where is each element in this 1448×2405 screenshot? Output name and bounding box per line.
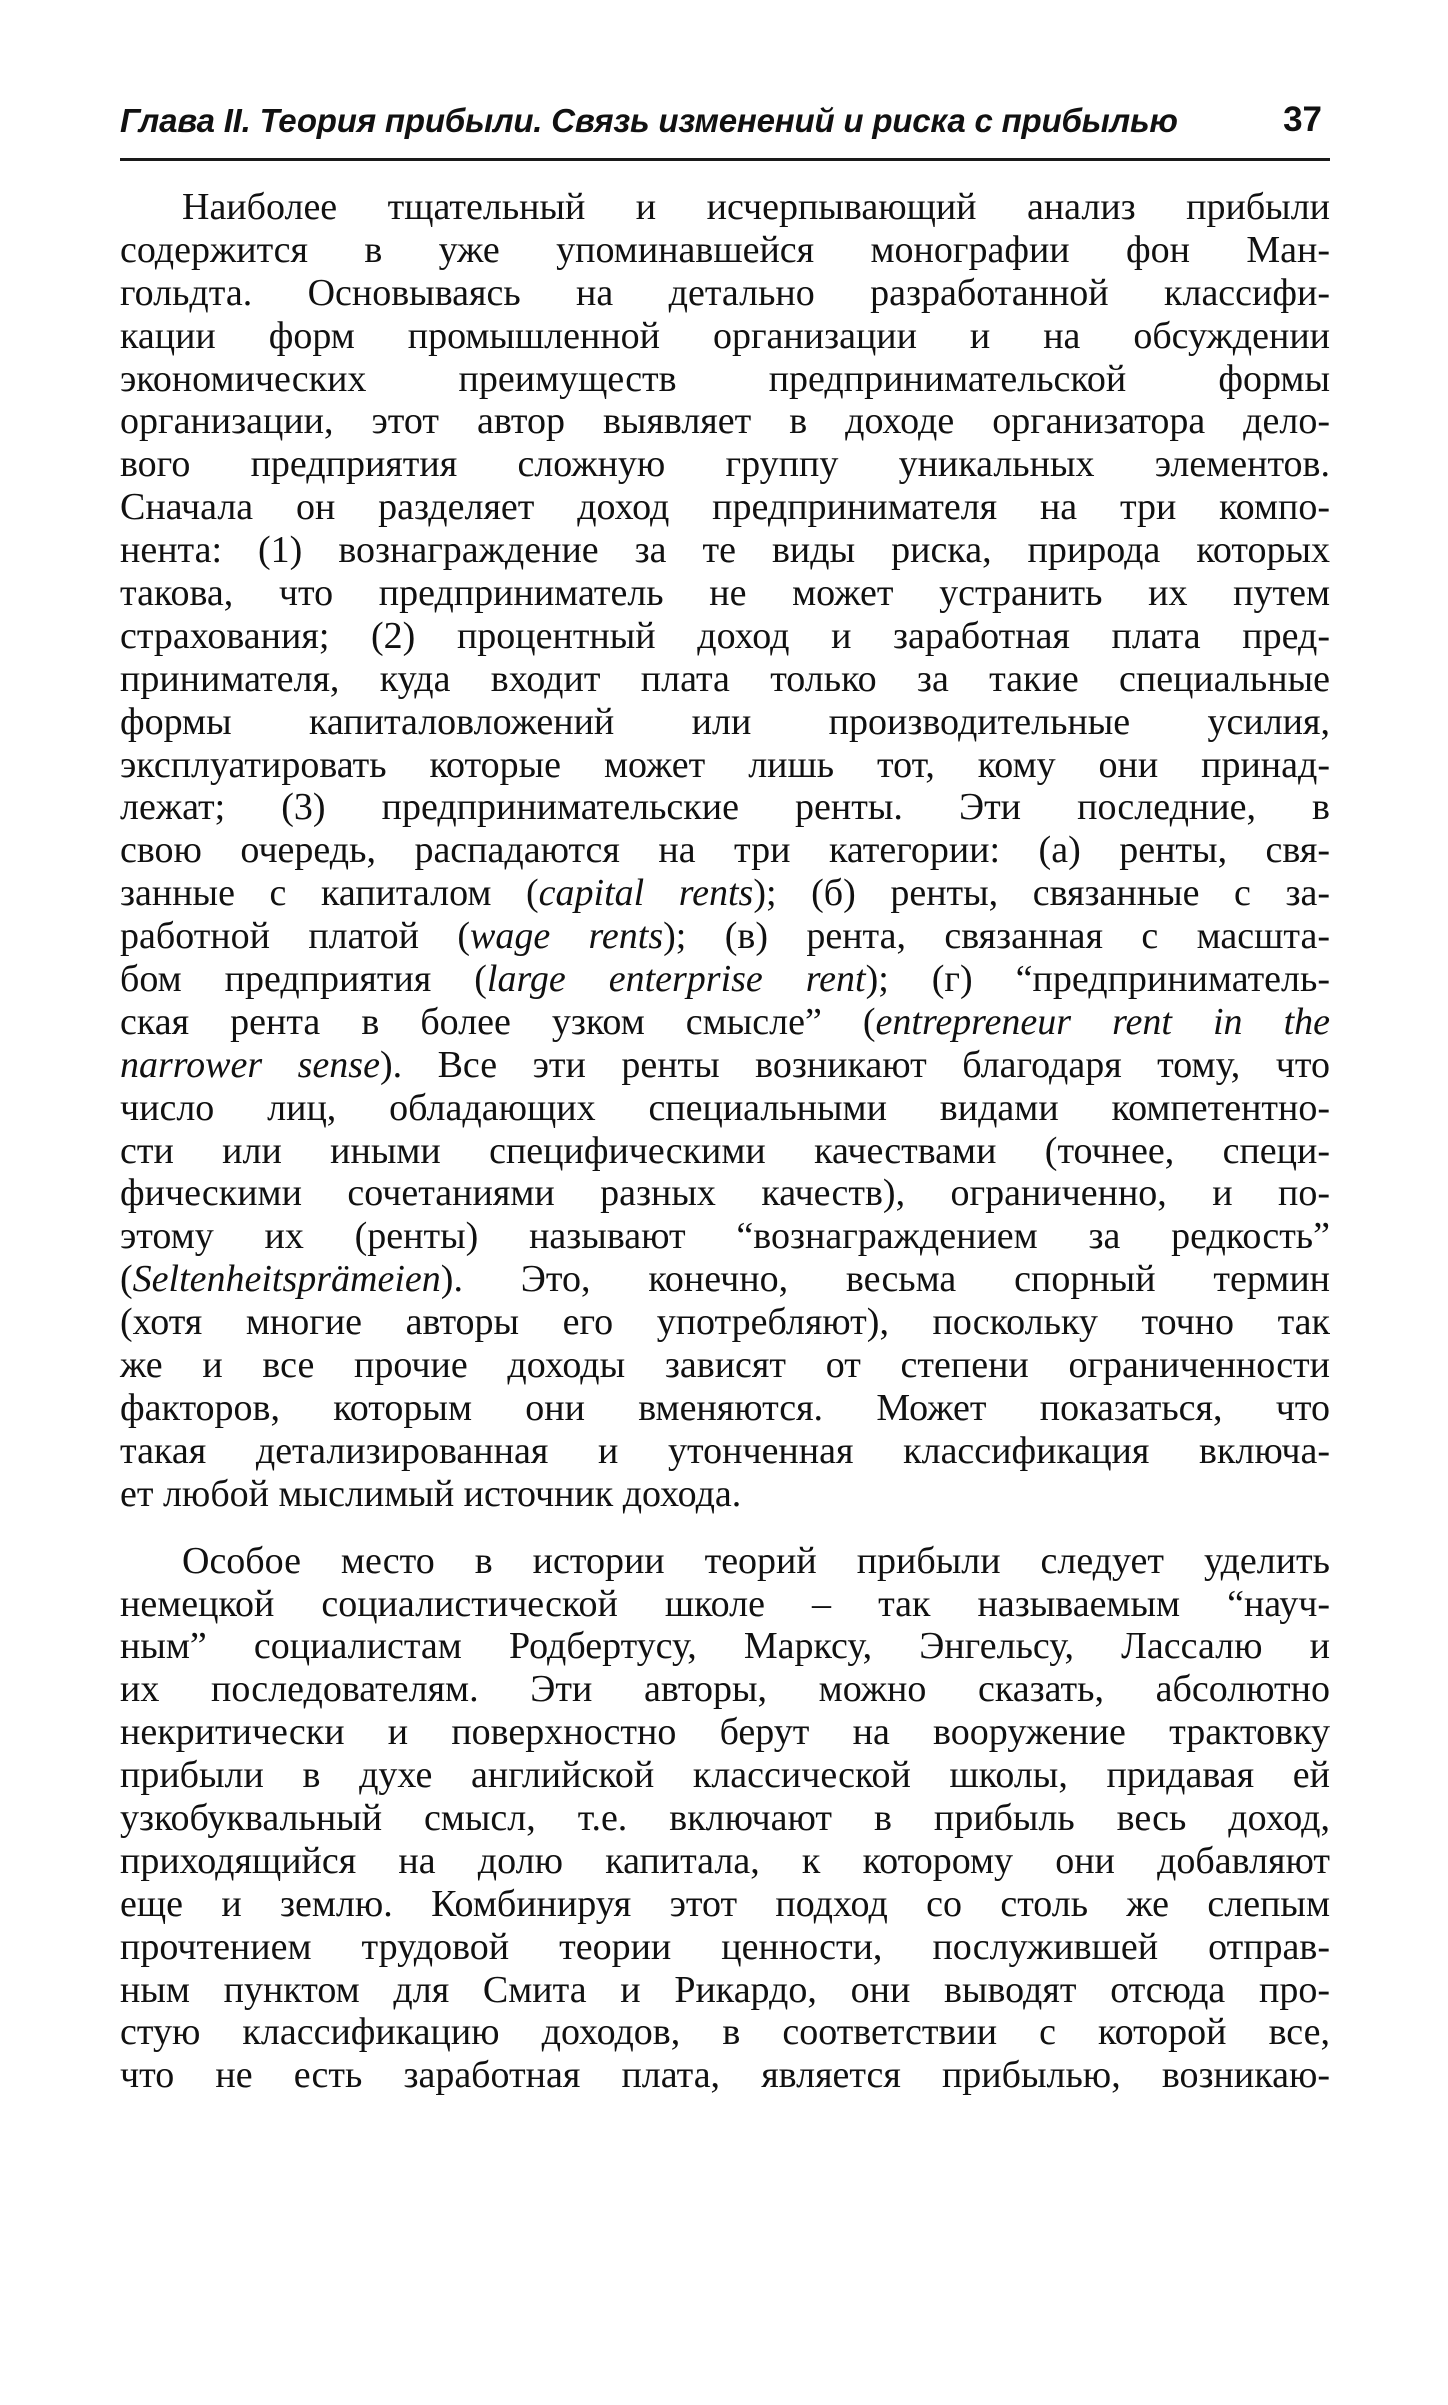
text-line — [120, 658, 1330, 701]
text-run: же и все прочие доходы зависят от степени ограниченности — [120, 1344, 1330, 1387]
text-line — [120, 744, 1330, 787]
text-run: организации, этот автор выявляет в доходе организатора дело- — [120, 400, 1330, 443]
text-run: факторов, которым они вменяются. Может показаться, что — [120, 1386, 1330, 1429]
text-line — [120, 229, 1330, 272]
italic-term: large enterprise rent — [486, 958, 866, 1001]
text-line — [120, 872, 1330, 915]
text-line — [120, 1473, 1330, 1516]
text-run: вого предприятия сложную группу уникальных элементов. — [120, 443, 1330, 486]
italic-term: Seltenheitsprämeien — [132, 1258, 441, 1301]
text-run: Наиболее тщательный и исчерпывающий анализ прибыли — [182, 186, 1330, 228]
text-run: ). Это, конечно, весьма спорный термин — [440, 1258, 1330, 1301]
text-run: содержится в уже упоминавшейся монографии фон Ман- — [120, 228, 1330, 271]
text-line — [120, 529, 1330, 572]
text-run: ( — [120, 1258, 133, 1301]
text-run: бом предприятия ( — [120, 958, 487, 1001]
text-line — [120, 1172, 1330, 1215]
text-line — [120, 272, 1330, 315]
text-line — [120, 1001, 1330, 1044]
text-line — [120, 1883, 1330, 1926]
page-number: 37 — [1283, 100, 1322, 139]
text-run: принимателя, куда входит плата только за такие специальные — [120, 657, 1330, 700]
text-line — [120, 1668, 1330, 1711]
text-line — [120, 2011, 1330, 2054]
text-run: ); (г) “предприниматель- — [865, 958, 1330, 1001]
text-run: их последователям. Эти авторы, можно сказать, абсолютно — [120, 1668, 1330, 1711]
text-run: занные с капиталом ( — [120, 872, 539, 915]
text-run: ным” социалистам Родбертусу, Марксу, Энгельсу, Лассалю и — [120, 1625, 1330, 1668]
text-line — [120, 1344, 1330, 1387]
text-run: прибыли в духе английской классической школы, придавая ей — [120, 1754, 1330, 1797]
text-run: прочтением трудовой теории ценности, послужившей отправ- — [120, 1925, 1330, 1968]
text-run: Сначала он разделяет доход предпринимателя на три компо- — [120, 486, 1330, 529]
italic-term: entrepreneur rent in the — [875, 1000, 1331, 1043]
text-line — [120, 915, 1330, 958]
text-run: фическими сочетаниями разных качеств), ограниченно, и по- — [120, 1172, 1330, 1215]
body-text — [120, 186, 1330, 2097]
text-line — [120, 1840, 1330, 1883]
text-line — [120, 1754, 1330, 1797]
text-line — [120, 1387, 1330, 1430]
text-line — [120, 786, 1330, 829]
text-line — [120, 1215, 1330, 1258]
text-line — [120, 1797, 1330, 1840]
text-run: немецкой социалистической школе – так называемым “науч- — [120, 1582, 1330, 1625]
text-line — [120, 443, 1330, 486]
text-run: число лиц, обладающих специальными видами компетентно- — [120, 1086, 1330, 1129]
text-line — [120, 1258, 1330, 1301]
text-line — [120, 615, 1330, 658]
text-line — [120, 1130, 1330, 1173]
text-run: гольдта. Основываясь на детально разработанной классифи- — [120, 271, 1330, 314]
text-run: ). Все эти ренты возникают благодаря тому, что — [379, 1043, 1330, 1086]
paragraph — [120, 1540, 1330, 2098]
text-run: ет любой мыслимый источник дохода. — [120, 1472, 742, 1515]
text-line — [120, 1540, 1330, 1583]
text-run: (хотя многие авторы его употребляют), поскольку точно так — [120, 1301, 1330, 1344]
text-line — [120, 186, 1330, 229]
text-run: такова, что предприниматель не может устранить их путем — [120, 572, 1330, 615]
text-run: кации форм промышленной организации и на обсуждении — [120, 314, 1330, 357]
text-run: формы капиталовложений или производительные усилия, — [120, 700, 1330, 743]
text-run: страхования; (2) процентный доход и заработная плата пред- — [120, 614, 1330, 657]
text-line — [120, 486, 1330, 529]
text-run: нента: (1) вознаграждение за те виды риска, природа которых — [120, 529, 1330, 572]
text-run: ным пунктом для Смита и Рикардо, они выводят отсюда про- — [120, 1968, 1330, 2011]
text-line — [120, 701, 1330, 744]
text-run: некритически и поверхностно берут на вооружение трактовку — [120, 1711, 1330, 1754]
running-head — [120, 98, 1330, 161]
text-line — [120, 1969, 1330, 2012]
text-line — [120, 400, 1330, 443]
paragraph-gap — [120, 1516, 1330, 1540]
text-line — [120, 958, 1330, 1001]
paragraph — [120, 186, 1330, 1516]
text-line — [120, 315, 1330, 358]
text-line — [120, 2054, 1330, 2097]
text-run: лежат; (3) предпринимательские ренты. Эти последние, в — [120, 786, 1330, 829]
italic-term: narrower sense — [120, 1043, 380, 1086]
text-run: что не есть заработная плата, является прибылью, возникаю- — [120, 2054, 1330, 2097]
italic-term: capital rents — [538, 872, 754, 915]
text-run: стую классификацию доходов, в соответствии с которой все, — [120, 2011, 1330, 2054]
text-run: свою очередь, распадаются на три категории: (а) ренты, свя- — [120, 829, 1330, 872]
text-line — [120, 1583, 1330, 1626]
text-run: ); (б) ренты, связанные с за- — [753, 872, 1330, 915]
text-line — [120, 1430, 1330, 1473]
text-run: еще и землю. Комбинируя этот подход со столь же слепым — [120, 1882, 1330, 1925]
text-line — [120, 358, 1330, 401]
text-run: работной платой ( — [120, 915, 470, 958]
text-run: узкобуквальный смысл, т.е. включают в прибыль весь доход, — [120, 1796, 1330, 1839]
text-line — [120, 572, 1330, 615]
text-line — [120, 1301, 1330, 1344]
text-line — [120, 1044, 1330, 1087]
text-run: эксплуатировать которые может лишь тот, кому они принад- — [120, 743, 1330, 786]
text-run: ); (в) рента, связанная с масшта- — [663, 915, 1330, 958]
chapter-running-title: Глава II. Теория прибыли. Связь изменений и риска с прибылью — [120, 102, 1178, 139]
text-run: сти или иными специфическими качествами (точнее, специ- — [120, 1129, 1330, 1172]
text-run: ская рента в более узком смысле” ( — [120, 1000, 876, 1043]
text-line — [120, 1625, 1330, 1668]
text-run: Особое место в истории теорий прибыли следует уделить — [182, 1539, 1330, 1582]
text-line — [120, 1711, 1330, 1754]
text-run: этому их (ренты) называют “вознаграждением за редкость” — [120, 1215, 1330, 1258]
text-line — [120, 1926, 1330, 1969]
text-line — [120, 1087, 1330, 1130]
text-run: такая детализированная и утонченная классификация включа- — [120, 1429, 1330, 1472]
italic-term: wage rents — [469, 915, 664, 958]
text-run: экономических преимуществ предпринимательской формы — [120, 357, 1330, 400]
text-run: приходящийся на долю капитала, к которому они добавляют — [120, 1839, 1330, 1882]
text-line — [120, 829, 1330, 872]
